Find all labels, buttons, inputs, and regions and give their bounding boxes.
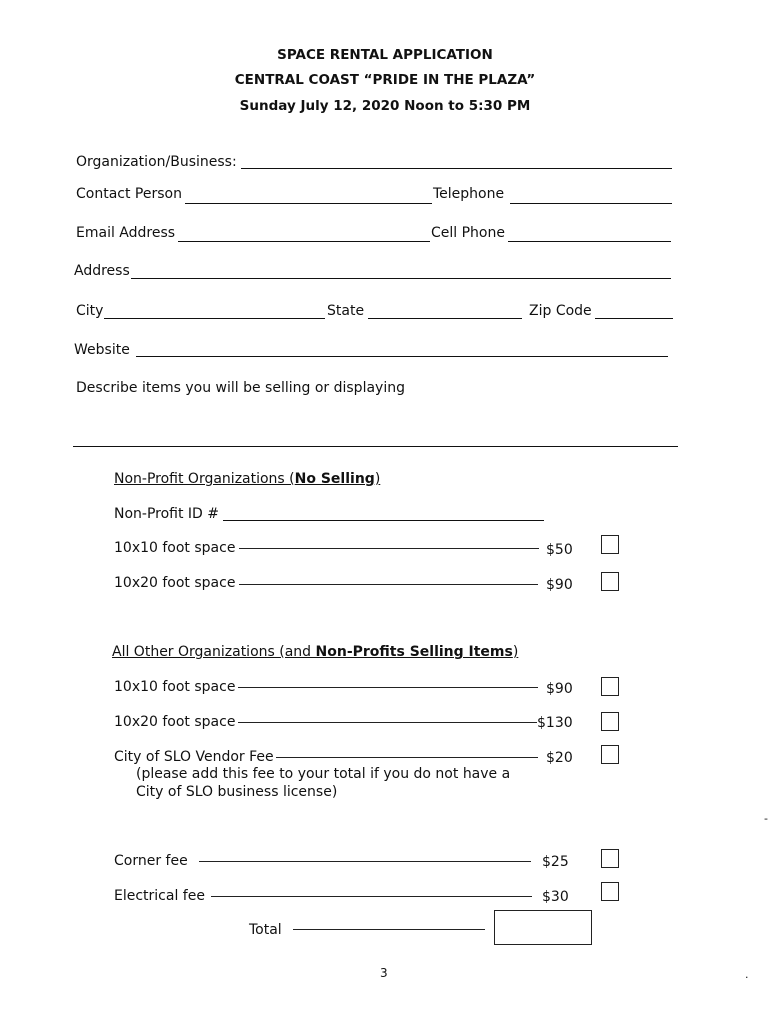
telephone-field[interactable]: [510, 203, 672, 204]
other-10x20-label: 10x20 foot space: [114, 714, 236, 730]
describe-items-field[interactable]: [73, 446, 678, 447]
leader-line: [211, 896, 532, 897]
nonprofit-10x20-label: 10x20 foot space: [114, 575, 236, 591]
page-number: 3: [380, 966, 388, 980]
vendor-fee-label: City of SLO Vendor Fee: [114, 749, 274, 765]
address-field[interactable]: [131, 278, 671, 279]
nonprofit-10x10-label: 10x10 foot space: [114, 540, 236, 556]
other-10x20-checkbox[interactable]: [601, 712, 619, 731]
zip-code-label: Zip Code: [529, 303, 592, 319]
nonprofit-10x10-checkbox[interactable]: [601, 535, 619, 554]
stray-dot-mark: .: [745, 968, 749, 981]
email-label: Email Address: [76, 225, 176, 241]
event-date: Sunday July 12, 2020 Noon to 5:30 PM: [239, 98, 531, 114]
organization-label: Organization/Business:: [76, 154, 237, 170]
electrical-fee-price: $30: [542, 889, 569, 905]
cell-phone-field[interactable]: [508, 241, 671, 242]
nonprofit-10x20-price: $90: [546, 577, 573, 593]
vendor-fee-price: $20: [546, 750, 573, 766]
email-field[interactable]: [178, 241, 430, 242]
event-name: CENTRAL COAST “PRIDE IN THE PLAZA”: [234, 72, 536, 88]
electrical-fee-label: Electrical fee: [114, 888, 205, 904]
leader-line: [276, 757, 538, 758]
other-10x20-price: $130: [537, 715, 573, 731]
vendor-fee-checkbox[interactable]: [601, 745, 619, 764]
contact-person-field[interactable]: [185, 203, 432, 204]
electrical-fee-checkbox[interactable]: [601, 882, 619, 901]
corner-fee-label: Corner fee: [114, 853, 188, 869]
nonprofit-10x20-checkbox[interactable]: [601, 572, 619, 591]
state-field[interactable]: [368, 318, 522, 319]
leader-line: [238, 722, 537, 723]
website-label: Website: [74, 342, 130, 358]
nonprofit-id-label: Non-Profit ID #: [114, 506, 220, 522]
address-label: Address: [74, 263, 130, 279]
vendor-fee-note-line2: City of SLO business license): [136, 784, 338, 800]
website-field[interactable]: [136, 356, 668, 357]
cell-phone-label: Cell Phone: [431, 225, 505, 241]
state-label: State: [327, 303, 365, 319]
city-field[interactable]: [104, 318, 325, 319]
leader-line: [199, 861, 531, 862]
nonprofit-10x10-price: $50: [546, 542, 573, 558]
other-10x10-price: $90: [546, 681, 573, 697]
city-label: City: [76, 303, 104, 319]
form-title: SPACE RENTAL APPLICATION: [277, 47, 493, 63]
zip-code-field[interactable]: [595, 318, 673, 319]
corner-fee-price: $25: [542, 854, 569, 870]
stray-dash-mark: -: [764, 812, 768, 825]
telephone-label: Telephone: [433, 186, 505, 202]
leader-line: [238, 687, 538, 688]
nonprofit-heading: Non-Profit Organizations (No Selling): [114, 471, 381, 487]
leader-line: [239, 584, 538, 585]
organization-field[interactable]: [241, 168, 672, 169]
vendor-fee-note-line1: (please add this fee to your total if you do not have a: [136, 766, 511, 782]
describe-items-label: Describe items you will be selling or displaying: [76, 380, 405, 396]
other-10x10-label: 10x10 foot space: [114, 679, 236, 695]
nonprofit-id-field[interactable]: [223, 520, 544, 521]
contact-person-label: Contact Person: [76, 186, 182, 202]
other-orgs-heading: All Other Organizations (and Non-Profits Selling Items): [112, 644, 519, 660]
leader-line: [239, 548, 539, 549]
total-label: Total: [249, 922, 282, 938]
leader-line: [293, 929, 485, 930]
corner-fee-checkbox[interactable]: [601, 849, 619, 868]
total-box[interactable]: [494, 910, 592, 945]
other-10x10-checkbox[interactable]: [601, 677, 619, 696]
